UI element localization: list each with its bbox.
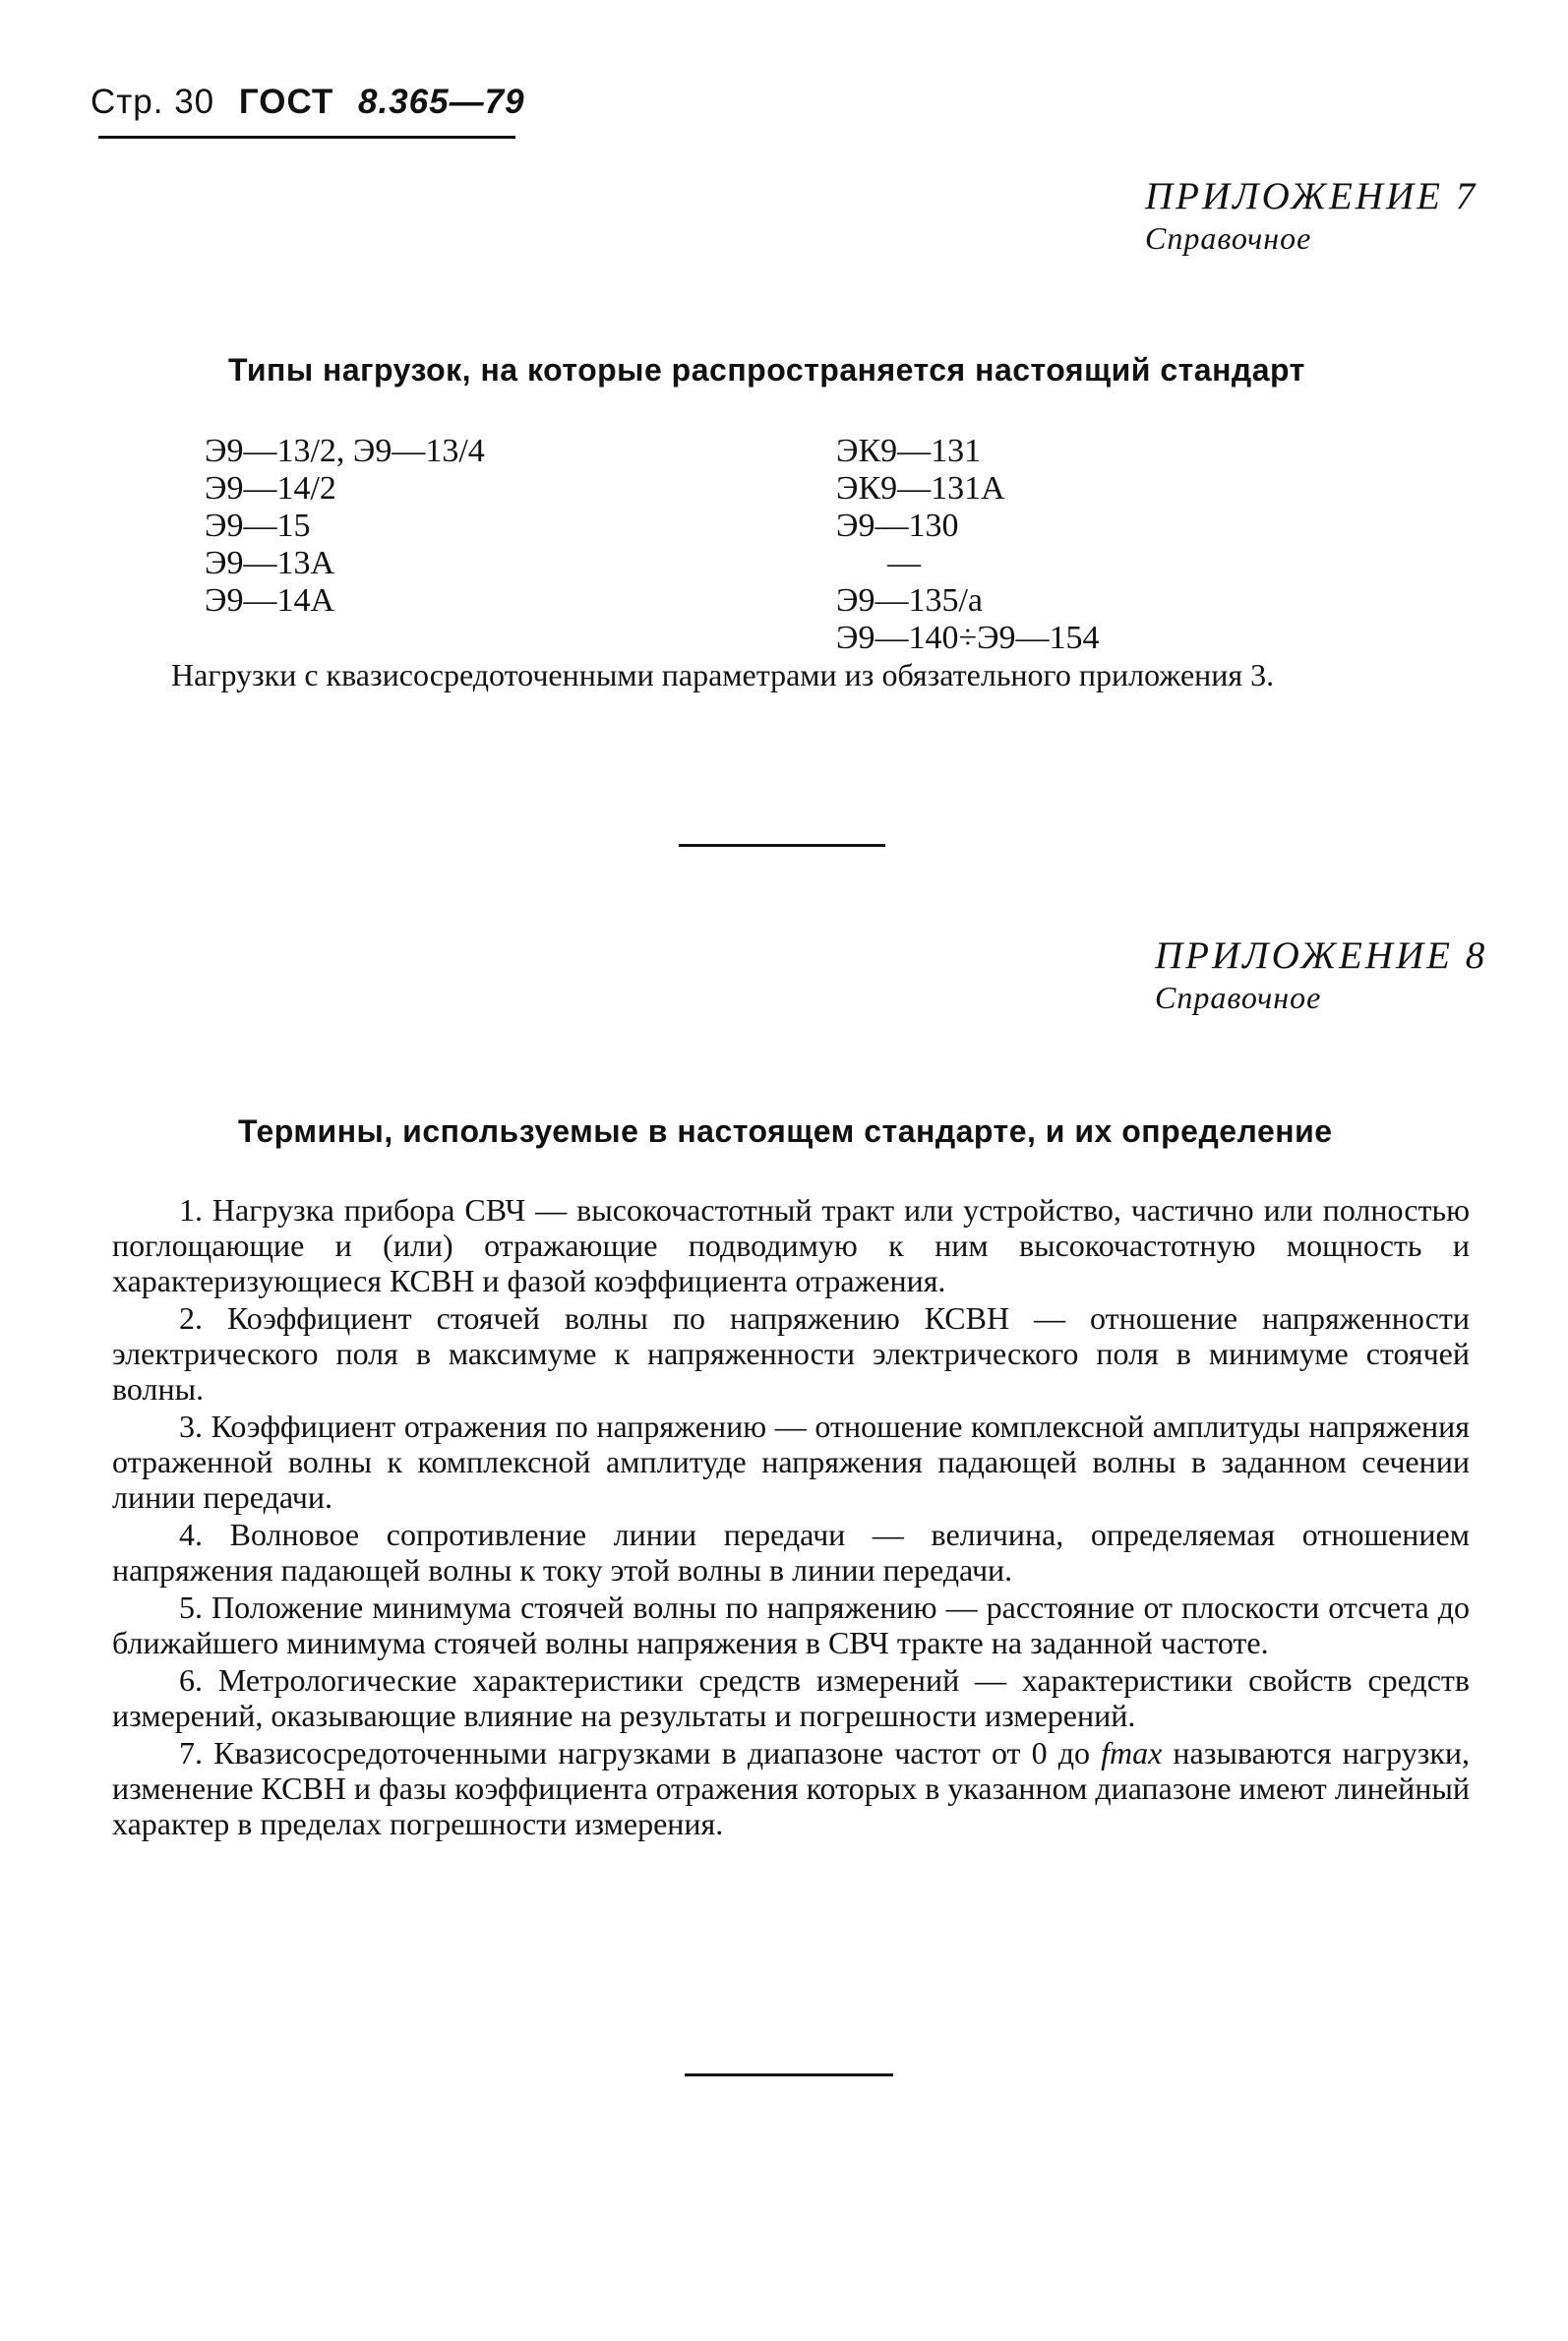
load-type-item: —: [887, 545, 921, 581]
load-type-item: Э9—130: [836, 508, 959, 544]
terms-heading: Термины, используемые в настоящем стандарте, и их определение: [238, 1113, 1333, 1149]
load-type-item: Э9—14А: [205, 582, 334, 619]
load-types-left-column: [205, 433, 485, 620]
load-type-item: Э9—140÷Э9—154: [836, 620, 1100, 656]
definition-item: 3. Коэффициент отражения по напряжению — отношение комплексной амплитуды напряжения отраженной волны к комплексной амплитуде напряжения падающей волны в заданном сечении линии передачи.: [112, 1409, 1470, 1515]
load-type-item: Э9—13А: [205, 545, 334, 581]
definition-7-after: называются нагрузки, изменение КСВН и фазы коэффициента отражения которых в указанном диапазоне имеют линейный характер в пределах погрешности измерения.: [112, 1735, 1471, 1841]
definition-item: 5. Положение минимума стоячей волны по напряжению — расстояние от плоскости отсчета до ближайшего минимума стоячей волны напряжения в СВЧ тракте на заданной частоте.: [112, 1590, 1470, 1660]
section-separator: [679, 844, 885, 847]
definition-item: 1. Нагрузка прибора СВЧ — высокочастотный тракт или устройство, частично или полностью поглощающие и (или) отражающие подводимую к ним высокочастотную мощность и характеризующиеся КСВН и фазой коэффициента отражения.: [112, 1192, 1470, 1298]
load-types-heading: Типы нагрузок, на которые распространяется настоящий стандарт: [228, 352, 1305, 388]
load-type-item: Э9—15: [205, 508, 311, 544]
load-type-item: Э9—135/а: [836, 582, 983, 619]
appendix-7-label: [1145, 175, 1478, 258]
load-types-note: Нагрузки с квазисосредоточенными параметрами из обязательного приложения 3.: [171, 657, 1275, 692]
page-header: [90, 83, 525, 122]
appendix-8-subtitle: Справочное: [1155, 980, 1322, 1015]
load-type-item: ЭК9—131: [836, 433, 982, 469]
appendix-8-title: ПРИЛОЖЕНИЕ 8: [1155, 934, 1488, 977]
appendix-8-label: [1155, 934, 1487, 1017]
end-separator: [685, 2073, 893, 2076]
definition-item: 2. Коэффициент стоячей волны по напряжению КСВН — отношение напряженности электрического поля в максимуме к напряженности электрического поля в минимуме стоячей волны.: [112, 1300, 1470, 1407]
definition-item: 6. Метрологические характеристики средств измерений — характеристики свойств средств измерений, оказывающие влияние на результаты и погрешности измерений.: [112, 1662, 1470, 1733]
header-rule: [98, 136, 515, 139]
load-type-item: Э9—13/2, Э9—13/4: [205, 433, 485, 469]
load-type-item: Э9—14/2: [205, 470, 336, 507]
appendix-7-subtitle: Справочное: [1145, 220, 1312, 256]
gost-label: ГОСТ: [238, 83, 334, 121]
definitions-list: [112, 1192, 1470, 1843]
fmax-symbol: fmax: [1101, 1735, 1163, 1771]
gost-number: 8.365—79: [358, 83, 525, 121]
appendix-7-title: ПРИЛОЖЕНИЕ 7: [1145, 175, 1478, 217]
definition-7-before: 7. Квазисосредоточенными нагрузками в диапазоне частот от 0 до: [179, 1735, 1102, 1771]
page-number: Стр. 30: [90, 83, 215, 121]
definition-item: 4. Волновое сопротивление линии передачи — величина, определяемая отношением напряжения падающей волны к току этой волны в линии передачи.: [112, 1517, 1470, 1588]
load-types-right-column: [836, 433, 1100, 657]
load-type-item: ЭК9—131А: [836, 470, 1005, 507]
definition-item-7: [112, 1735, 1470, 1841]
